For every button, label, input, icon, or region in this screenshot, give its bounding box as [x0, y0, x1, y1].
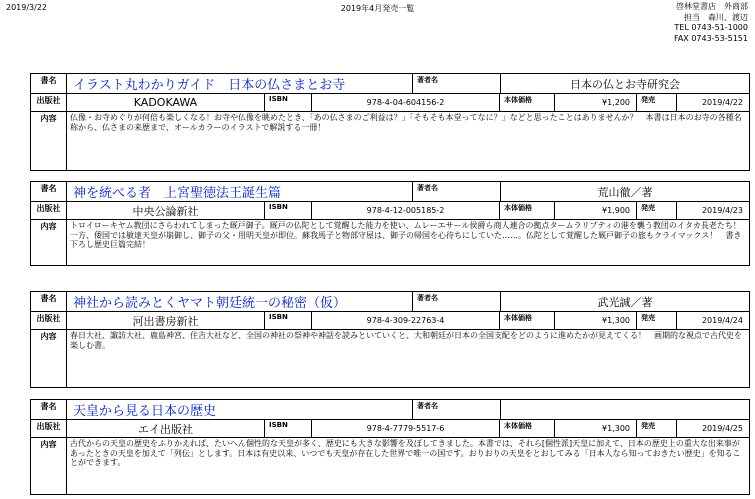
book-price: ¥1,300 [555, 420, 637, 437]
book-entry [30, 291, 750, 388]
book-release-date: 2019/4/22 [701, 98, 743, 107]
print-date: 2019/3/22 [6, 3, 48, 12]
book-release-date: 2019/4/25 [701, 424, 743, 433]
publisher-label: 出版社 [31, 202, 67, 219]
book-author: 武光誠／著 [597, 295, 653, 309]
publisher-label: 出版社 [31, 312, 67, 329]
book-release-date: 2019/4/24 [701, 316, 743, 325]
shop-name: 啓林堂書店 外商部 [676, 2, 748, 11]
book-publisher: 中央公論新社 [67, 202, 265, 219]
book-entry [30, 181, 750, 266]
book-title: 天皇から見る日本の歴史 [67, 400, 413, 419]
isbn-label: ISBN [265, 312, 312, 329]
isbn-label: ISBN [265, 94, 312, 111]
content-label: 内容 [31, 330, 67, 387]
price-label: 本体価格 [500, 420, 555, 437]
book-release-date: 2019/4/23 [701, 206, 743, 215]
book-description: 仏像・お寺めぐりが何倍も楽しくなる！お寺や仏像を眺めたとき、「あの仏さまのご利益は？」「そもそも本堂ってなに？」などと思ったことはありませんか？ 本書は日本のお寺の各種名称から、仏さまの来歴まで、オールカラーのイラストで解説する一冊！ [70, 113, 742, 132]
book-title: 神を統べる者 上宮聖徳法王誕生篇 [67, 182, 413, 201]
page-title: 2019年4月発売一覧 [340, 4, 415, 13]
release-label: 発売 [637, 202, 677, 219]
book-entry [30, 399, 750, 495]
book-price: ¥1,300 [555, 312, 637, 329]
book-publisher: KADOKAWA [67, 94, 265, 111]
book-author [501, 400, 749, 419]
title-label: 書名 [31, 182, 67, 201]
book-publisher: エイ出版社 [67, 420, 265, 437]
release-label: 発売 [637, 312, 677, 329]
content-label: 内容 [31, 112, 67, 170]
book-price: ¥1,200 [555, 94, 637, 111]
book-author: 荒山徹／著 [597, 185, 653, 199]
book-price: ¥1,900 [555, 202, 637, 219]
book-description: 古代からの天皇の歴史をふりかえれば、たいへん個性的な天皇が多く、歴史にも大きな影響を及ぼしてきました。本書では、それら[個性派]天皇に加えて、日本の歴史上の重大な出来事があったときの天皇を加えて「列伝」とします。日本は有史以来、いつでも天皇が存在した世界で唯一の国です。おりおりの天皇をとおしてみる「日本人なら知っておきたい歴史」を知ることができます。 [70, 439, 741, 467]
book-author: 日本の仏とお寺研究会 [570, 77, 680, 91]
price-label: 本体価格 [500, 202, 555, 219]
shop-fax: FAX 0743-53-5151 [673, 33, 748, 43]
title-label: 書名 [31, 74, 67, 93]
author-label: 著者名 [413, 292, 501, 311]
content-label: 内容 [31, 438, 67, 494]
content-label: 内容 [31, 220, 67, 265]
author-label: 著者名 [413, 74, 501, 93]
shop-contact [600, 2, 748, 44]
book-title: イラスト丸わかりガイド 日本の仏さまとお寺 [67, 74, 413, 93]
price-label: 本体価格 [500, 312, 555, 329]
release-label: 発売 [637, 94, 677, 111]
book-description: 春日大社、諏訪大社、鹿島神宮、住吉大社など、全国の神社の祭神や神話を読みといていくと、大和朝廷が日本の全国支配をどのように進めたかが見えてくる！ 画期的な視点で古代史を楽しむ書。 [70, 331, 742, 350]
book-entry [30, 73, 750, 171]
book-title: 神社から読みとくヤマト朝廷統一の秘密（仮） [67, 292, 413, 311]
author-label: 著者名 [413, 182, 501, 201]
book-isbn: 978-4-04-604156-2 [312, 94, 500, 111]
release-label: 発売 [637, 420, 677, 437]
book-isbn: 978-4-12-005185-2 [312, 202, 500, 219]
title-label: 書名 [31, 400, 67, 419]
author-label: 著者名 [413, 400, 501, 419]
publisher-label: 出版社 [31, 94, 67, 111]
publisher-label: 出版社 [31, 420, 67, 437]
isbn-label: ISBN [265, 202, 312, 219]
book-publisher: 河出書房新社 [67, 312, 265, 329]
book-isbn: 978-4-7779-5517-6 [312, 420, 500, 437]
shop-staff: 担当 森川、渡辺 [684, 12, 748, 22]
isbn-label: ISBN [265, 420, 312, 437]
title-label: 書名 [31, 292, 67, 311]
book-isbn: 978-4-309-22763-4 [312, 312, 500, 329]
shop-tel: TEL 0743-51-1000 [674, 23, 748, 32]
book-description: トロイローキヤム教団にさらわれてしまった厩戸御子。厩戸の仏陀として覚醒した能力を使い、ムレーエサール侯爵ら商人連合の拠点タームラリプティの港を襲う教団のイタカ長老たち！一方、倭国では敏達天皇が崩御し、御子の父・用明天皇が即位。蘇我馬子と物部守屋は、御子の帰国を心待ちにしていた……。仏陀として覚醒した厩戸御子の旅もクライマックス！ 書き下ろし歴史巨篇完結！ [70, 221, 742, 249]
price-label: 本体価格 [500, 94, 555, 111]
